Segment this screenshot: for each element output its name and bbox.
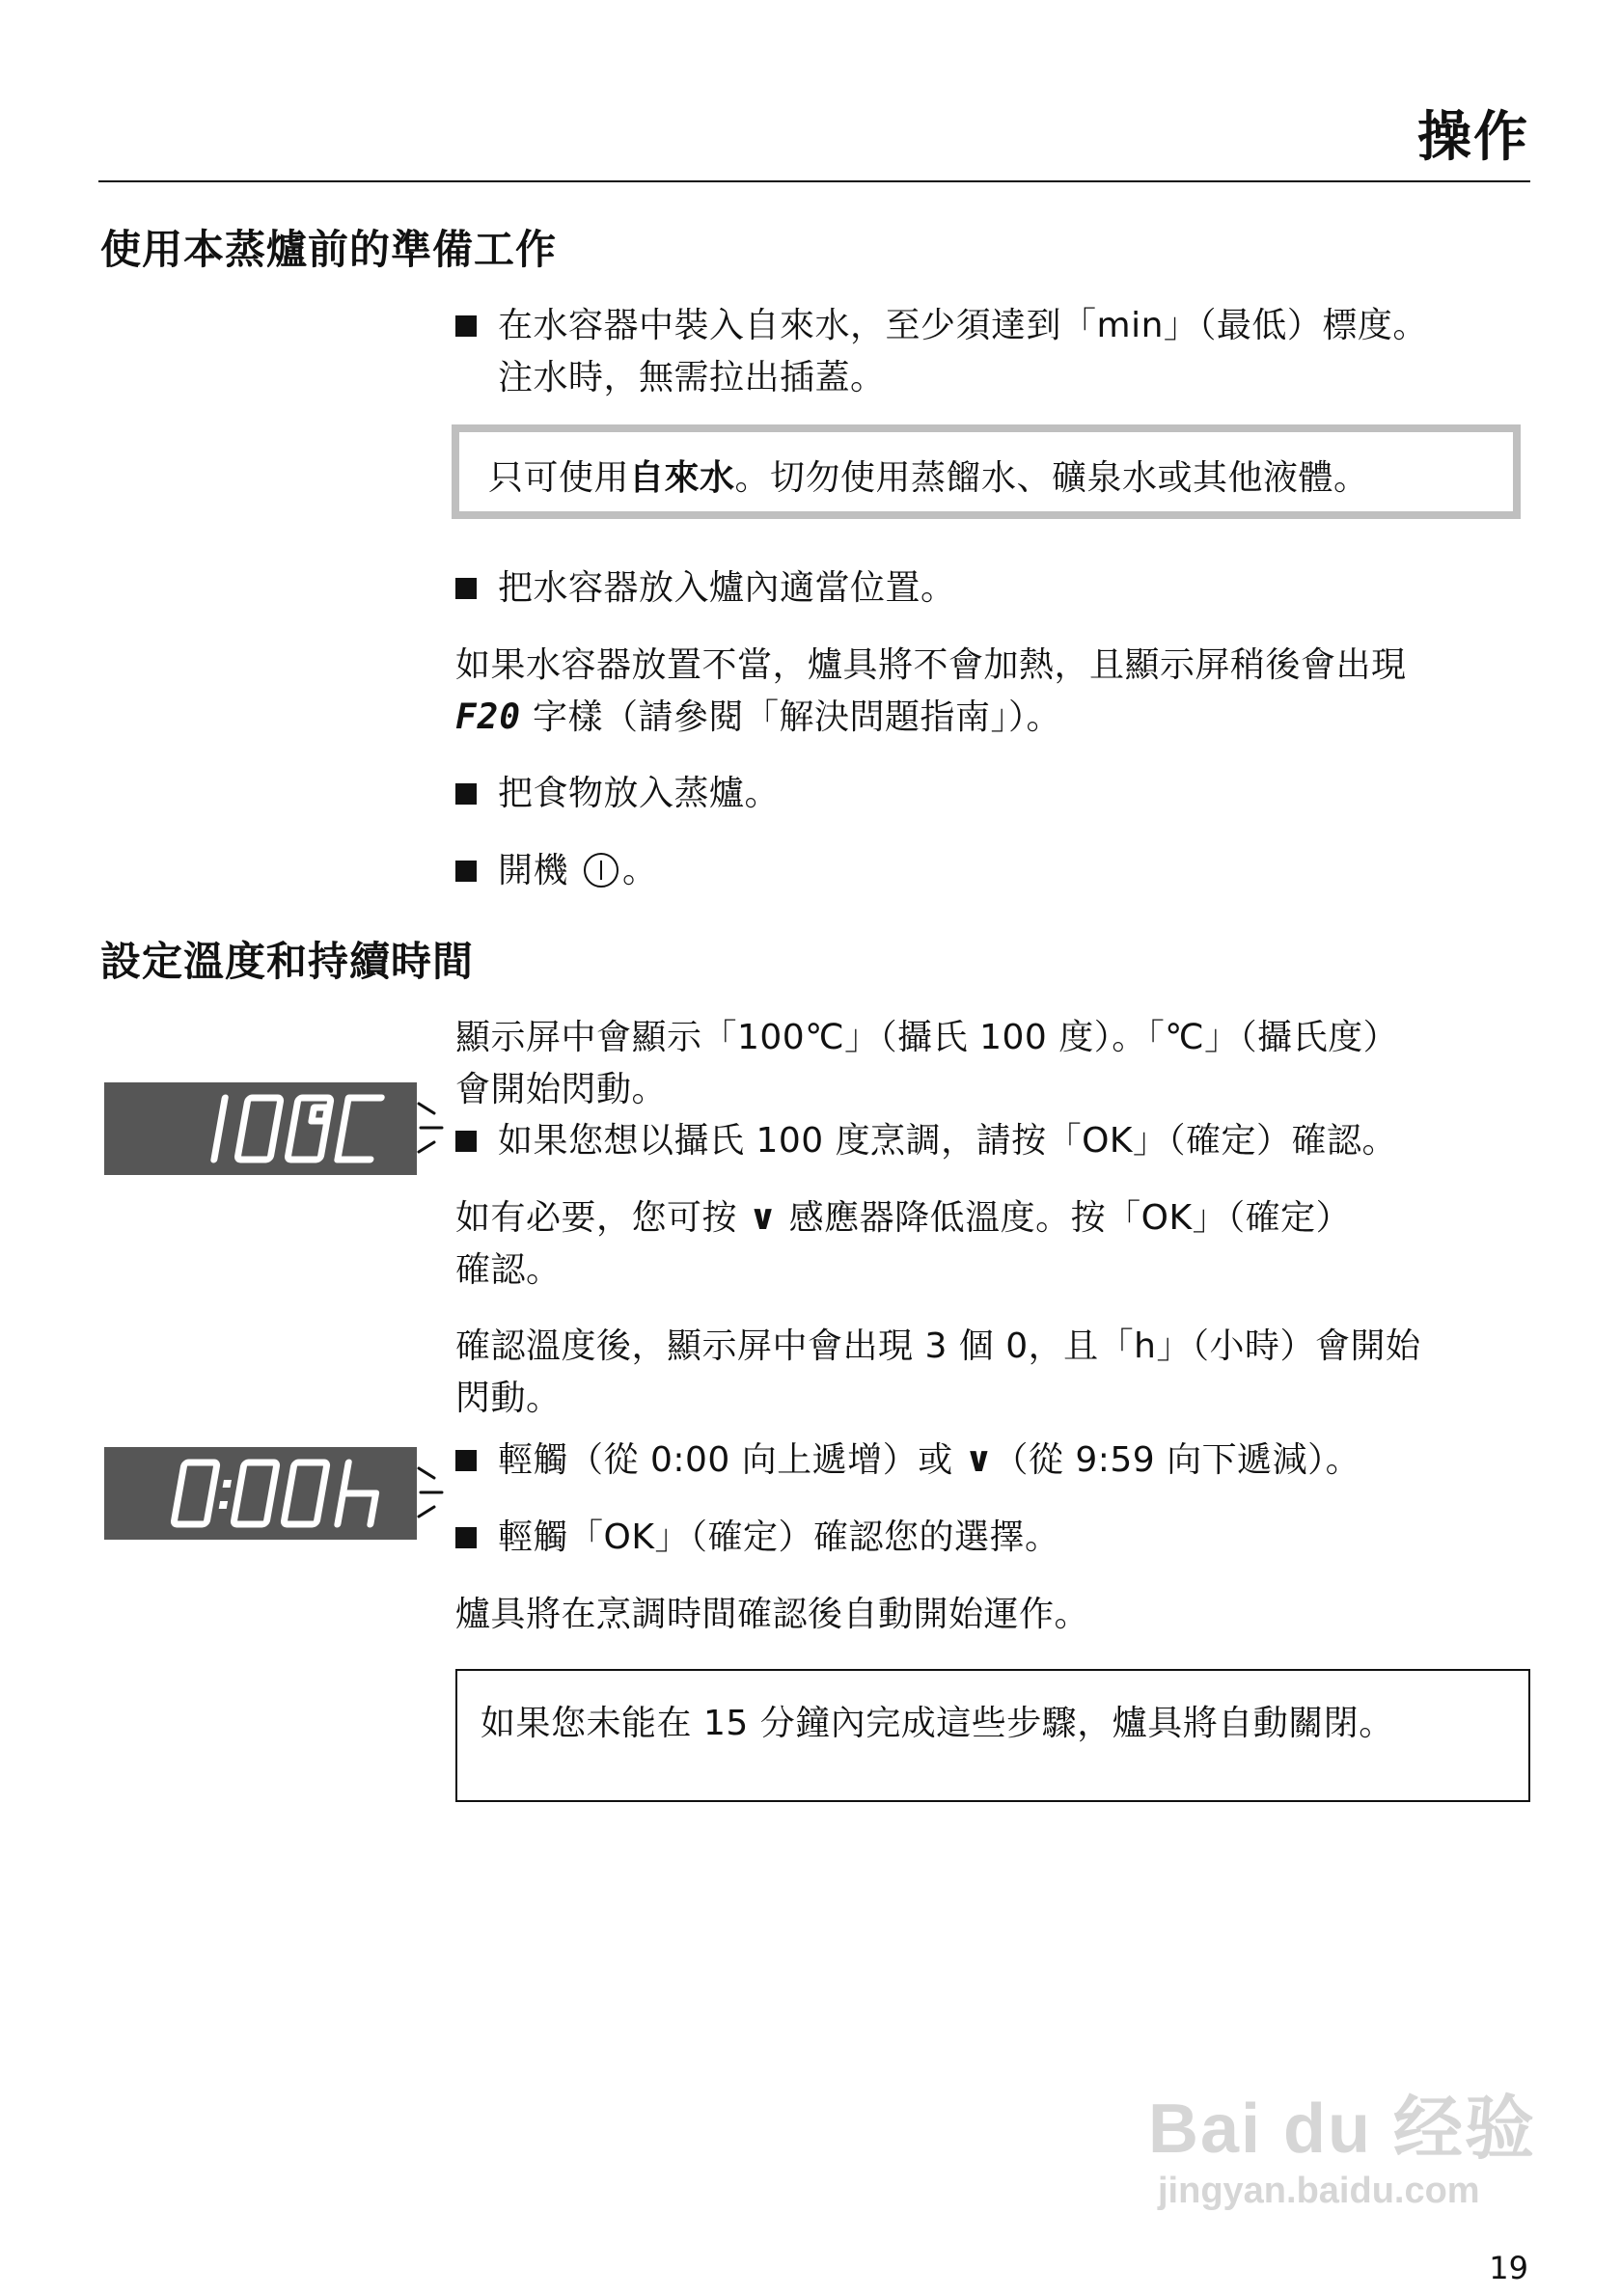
header-divider — [98, 180, 1530, 182]
bullet-text: 開機 — [498, 851, 580, 890]
bullet-text: 把水容器放入爐內適當位置。 — [498, 568, 956, 608]
error-code-f20: F20 — [455, 697, 522, 737]
page-number: 19 — [1489, 2250, 1528, 2286]
bullet-square-icon — [455, 1131, 477, 1152]
flash-rays-icon — [415, 1096, 453, 1160]
paragraph-line-cont: 確認。 — [455, 1250, 562, 1290]
paragraph-lower-temp — [455, 1192, 1565, 1297]
bullet-text-end: 。 — [621, 851, 658, 890]
lcd-colon — [219, 1480, 232, 1509]
note-tap-water — [452, 424, 1521, 519]
section-title-preparation: 使用本蒸爐前的準備工作 — [100, 226, 558, 273]
note-auto-off — [455, 1669, 1530, 1802]
bullet-text: 輕觸（從 0:00 向上遞增）或 — [498, 1440, 965, 1480]
paragraph-line: 如有必要，您可按 — [455, 1198, 749, 1238]
note-text-post: 。切勿使用蒸餾水、礦泉水或其他液體。 — [734, 458, 1369, 498]
paragraph-line: 如果水容器放置不當，爐具將不會加熱，且顯示屏稍後會出現 — [455, 645, 1407, 685]
bullet-place-container — [455, 562, 956, 615]
bullet-square-icon — [455, 315, 477, 337]
note-text-bold: 自來水 — [629, 458, 735, 498]
watermark-url: jingyan.baidu.com — [1158, 2171, 1480, 2211]
bullet-text: 輕觸「OK」（確定）確認您的選擇。 — [498, 1517, 1060, 1557]
flash-rays-icon — [415, 1461, 453, 1524]
bullet-square-icon — [455, 1450, 477, 1471]
bullet-power-on — [455, 845, 657, 897]
bullet-put-food — [455, 768, 780, 820]
lcd-degree-symbol — [312, 1107, 327, 1121]
bullet-adjust-time — [455, 1435, 1360, 1487]
bullet-square-icon — [455, 578, 477, 599]
bullet-square-icon — [455, 1527, 477, 1548]
paragraph-line: 確認溫度後，顯示屏中會出現 3 個 0，且「h」（小時）會開始 — [455, 1326, 1421, 1366]
paragraph-line-end: 感應器降低溫度。按「OK」（確定） — [777, 1198, 1352, 1238]
page-section-title: 操作 — [1417, 106, 1529, 169]
paragraph-display-shows — [455, 1012, 1565, 1116]
note-text: 如果您未能在 15 分鐘內完成這些步驟，爐具將自動關閉。 — [481, 1704, 1394, 1743]
down-sensor-icon: ∨ — [748, 1198, 778, 1238]
down-sensor-icon: ∨ — [964, 1440, 994, 1480]
bullet-text: 把食物放入蒸爐。 — [498, 774, 781, 813]
paragraph-container-warning — [455, 640, 1565, 744]
lcd-digit-0a — [237, 1098, 281, 1160]
bullet-confirm-100 — [455, 1115, 1397, 1167]
bullet-text: 在水容器中裝入自來水，至少須達到「min」（最低）標度。 — [498, 306, 1428, 345]
paragraph-auto-start: 爐具將在烹調時間確認後自動開始運作。 — [455, 1595, 1090, 1634]
note-text-pre: 只可使用 — [488, 458, 630, 498]
paragraph-line-cont: 會開始閃動。 — [455, 1070, 668, 1109]
lcd-digit-1 — [214, 1098, 225, 1160]
section-title-set-temp-time: 設定溫度和持續時間 — [100, 938, 475, 985]
bullet-text-cont: 注水時，無需拉出插蓋。 — [498, 358, 886, 397]
bullet-text: 如果您想以攝氏 100 度烹調，請按「OK」（確定）確認。 — [498, 1121, 1398, 1161]
paragraph-line-cont: 閃動。 — [455, 1379, 562, 1418]
bullet-text-end: （從 9:59 向下遞減）。 — [993, 1440, 1361, 1480]
lcd-digit-0-min-ones — [284, 1462, 327, 1524]
bullet-fill-water — [455, 300, 1565, 404]
bullet-square-icon — [455, 783, 477, 805]
lcd-digit-0-min-tens — [234, 1462, 277, 1524]
lcd-unit-h — [338, 1462, 381, 1524]
watermark-brand: Bai du 经验 — [1148, 2091, 1537, 2168]
paragraph-after-confirm — [455, 1321, 1594, 1425]
lcd-digit-0-hours — [174, 1462, 217, 1524]
lcd-unit-c — [338, 1098, 381, 1160]
bullet-square-icon — [455, 861, 477, 882]
paragraph-line-cont: 字樣（請參閱「解決問題指南」）。 — [521, 697, 1061, 737]
display-temperature — [104, 1082, 417, 1175]
power-icon — [584, 853, 618, 888]
bullet-confirm-selection — [455, 1512, 1059, 1564]
paragraph-line: 顯示屏中會顯示「100℃」（攝氏 100 度）。「℃」（攝氏度） — [455, 1018, 1399, 1057]
display-duration — [104, 1447, 417, 1540]
